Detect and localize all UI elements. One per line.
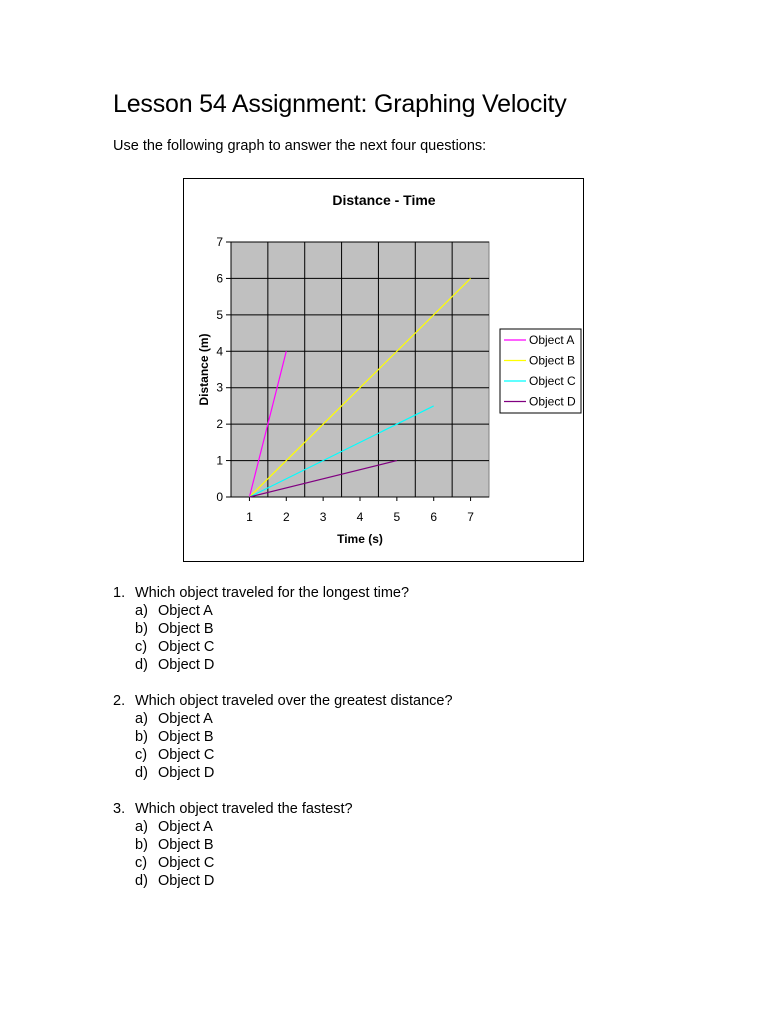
y-tick-label: 0 [216, 490, 223, 504]
answer-option [113, 872, 453, 890]
answer-option [113, 818, 453, 836]
answer-option [113, 656, 453, 674]
option-letter: d) [135, 765, 148, 781]
question-stem [113, 584, 453, 602]
legend-label: Object A [529, 333, 575, 347]
questions-list [113, 584, 453, 908]
x-tick-label: 6 [430, 510, 438, 524]
option-letter: b) [135, 729, 148, 745]
option-text: Object D [158, 657, 215, 673]
answer-option [113, 710, 453, 728]
x-tick-label: 5 [393, 510, 401, 524]
chart-title: Distance - Time [332, 192, 436, 208]
question-1 [113, 584, 453, 674]
option-letter: d) [135, 873, 148, 889]
legend-label: Object B [529, 353, 576, 368]
option-text: Object D [158, 765, 215, 781]
option-text: Object A [158, 603, 213, 619]
y-tick-label: 4 [216, 344, 223, 359]
x-tick-label: 1 [246, 510, 253, 524]
question-number: 3. [113, 801, 126, 817]
chart-svg [184, 179, 585, 563]
answer-option [113, 836, 453, 854]
option-text: Object B [158, 729, 214, 745]
answer-option [113, 854, 453, 872]
x-axis-label: Time (s) [337, 532, 383, 546]
option-text: Object A [158, 711, 213, 727]
option-letter: c) [135, 639, 148, 655]
question-text: Which object traveled over the greatest distance? [135, 693, 453, 709]
question-text: Which object traveled the fastest? [135, 801, 353, 817]
option-text: Object C [158, 747, 215, 763]
question-number: 1. [113, 585, 126, 601]
legend-label: Object D [529, 394, 576, 409]
option-text: Object C [158, 639, 215, 655]
question-3 [113, 800, 453, 890]
y-tick-label: 2 [216, 417, 223, 432]
question-stem [113, 692, 453, 710]
y-tick-label: 7 [216, 235, 223, 249]
x-tick-label: 7 [467, 510, 474, 524]
plot-area [231, 242, 489, 497]
x-tick-label: 2 [282, 510, 290, 524]
option-letter: c) [135, 747, 148, 763]
option-letter: a) [135, 819, 148, 835]
option-letter: d) [135, 657, 148, 673]
answer-option [113, 620, 453, 638]
answer-option [113, 638, 453, 656]
option-text: Object B [158, 837, 214, 853]
option-letter: b) [135, 837, 148, 853]
question-stem [113, 800, 453, 818]
option-letter: a) [135, 603, 148, 619]
distance-time-chart [183, 178, 584, 562]
answer-option [113, 746, 453, 764]
answer-option [113, 764, 453, 782]
option-letter: b) [135, 621, 148, 637]
answer-option [113, 728, 453, 746]
y-tick-label: 1 [216, 453, 223, 468]
x-tick-label: 4 [356, 510, 364, 524]
question-2 [113, 692, 453, 782]
instruction-text: Use the following graph to answer the next four questions: [113, 138, 487, 154]
question-number: 2. [113, 693, 126, 709]
y-tick-label: 3 [216, 380, 223, 395]
option-letter: c) [135, 855, 148, 871]
y-tick-label: 5 [216, 307, 223, 322]
option-text: Object C [158, 855, 215, 871]
x-tick-label: 3 [319, 510, 327, 524]
answer-option [113, 602, 453, 620]
option-text: Object B [158, 621, 214, 637]
y-axis-label: Distance (m) [197, 333, 211, 406]
legend-label: Object C [529, 374, 576, 388]
question-text: Which object traveled for the longest time? [135, 585, 410, 601]
option-letter: a) [135, 711, 148, 727]
option-text: Object D [158, 873, 215, 889]
page-title: Lesson 54 Assignment: Graphing Velocity [113, 90, 567, 118]
option-text: Object A [158, 819, 213, 835]
y-tick-label: 6 [216, 271, 223, 286]
